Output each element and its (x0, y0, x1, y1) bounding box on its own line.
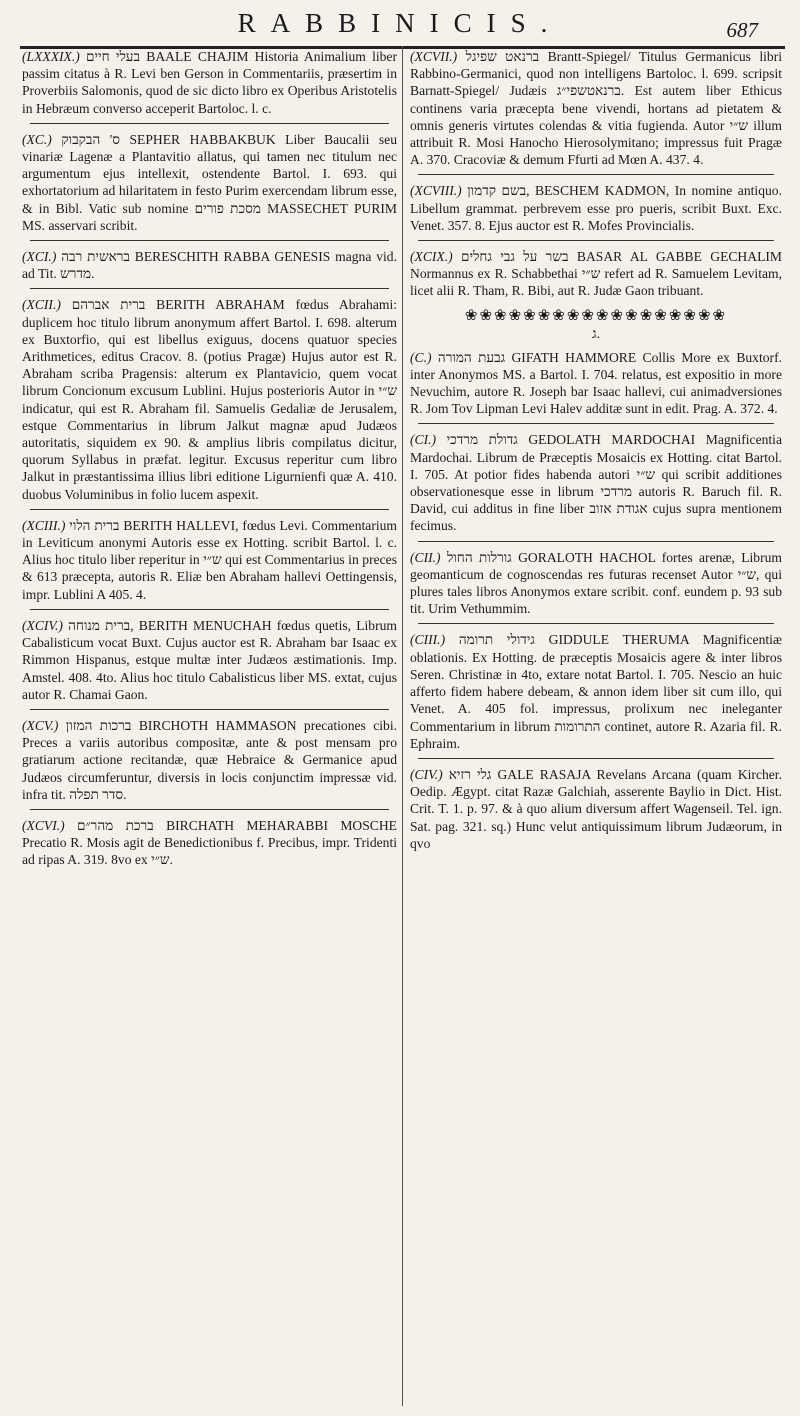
entry-separator (30, 123, 389, 124)
entry-ciii (410, 631, 782, 751)
running-head: RABBINICIS. (237, 8, 563, 38)
right-column (410, 48, 782, 1408)
entry-number: (XC.) (22, 131, 52, 147)
section-letter (410, 327, 782, 343)
entry-number: (CI.) (410, 432, 437, 448)
entry-text: ברכת מהר״ם BIRCHATH MEHARABBI MOSCHE Precatio R. Mosis agit de Benedictionibus f. Precibus, impr. Tridenti ad ripas A. 319. 8vo ex ש״י. (22, 817, 397, 868)
entry-xciv (22, 617, 397, 703)
entry-separator (30, 288, 389, 289)
entry-text: ברנאט שפיגל Brantt-Spiegel/ Titulus Germanicus libri Rabbino-Germanici, quod non intelligens Bartoloc. l. 699. scripsit Barnatt-Spiegel/ Judæis ברנאטשפי״ג. Est autem liber Ethicus continens varia præcepta bene vivendi, hortans ad pietatem & omnis generis virtutes colendas & vitia fugienda. Autor ש״י illum attribuit R. Mosi Hanocho Hierosolymitano; impressus fuit Pragæ A. 370. Cracoviæ & demum Ffurti ad Mœn A. 437. 4. (410, 49, 782, 168)
entry-separator (418, 423, 774, 424)
entry-text: גורלות החול GORALOTH HACHOL fortes arenæ, Librum geomanticum de cognoscendas res futuras recenset Autor ש״י, qui plures tales libros Anonymos extare scribit. conf. eundem p. 93 sub tit. Urim Vethummim. (410, 549, 782, 617)
entry-number: (CII.) (410, 549, 441, 565)
entry-text: בשם קדמון, BESCHEM KADMON, In nomine antiquo. Libellum grammat. perbrevem esse pro pueris, scribit Buxt. Exc. Venet. 357. 8. Ejus auctor est R. Mofes Provincialis. (410, 183, 782, 233)
entry-civ (410, 766, 782, 852)
entry-number: (XCIX.) (410, 249, 453, 265)
entry-xcv (22, 717, 397, 803)
section-letter-text: ג. (591, 326, 601, 342)
entry-xcvi (22, 817, 397, 869)
entry-number: (XCIV.) (22, 617, 63, 633)
entry-text: ברית אברהם BERITH ABRAHAM fœdus Abrahami: duplicem hoc titulo librum anonymum affert Bartol. I. 698. alterum ex Buxtorfio, qui est libellus exiguus, docens quatuor species Arithmetices, editus Cracov. 8. (potius Pragæ) Hujus autor est R. Abraham scriba Pragensis: alterum ex Plantavicio, quem vocat librum Concionum excusum Lublini. Hujus posterioris Autor in ש״י indicatur, qui est R. Abraham fil. Samuelis Gedaliæ de Jerusalem, estque Commentarius in librum Jalkut magnæ apud Judæos autoritatis, siquidem ex 90. & amplius libris compilatus dicitur, quorum Syllabus in præfat. legitur. Excusus reperitur cum libro Jalkut in præstantissima illius libri editione Ligurnienfi quæ A. 410. duobus Voluminibus in folio lucem aspexit. (22, 297, 397, 502)
page-number: 687 (726, 18, 758, 42)
entry-number: (C.) (410, 349, 432, 365)
entry-number: (LXXXIX.) (22, 49, 80, 64)
entry-text: גידולי תרומה GIDDULE THERUMA Magnificentiæ oblationis. Ex Hotting. de præceptis Mosaicis agere & inter libros Seren. Christinæ in 4to, extare notat Bartol. I. 705. Nescio an huic afferto fidem habere debeam, & annon idem liber sit cum illo, qui Venet. A. 405 fol. impressus, prolixum nec ineleganter Commentarium in librum התרומות continet, autore R. Azaria fil. R. Ephraim. (410, 632, 782, 751)
entry-number: (XCII.) (22, 297, 61, 313)
entry-text: ברית הלוי BERITH HALLEVI, fœdus Levi. Commentarium in Leviticum anonymi Autoris esse ex Hotting. scribit Bartol. l. c. Alius hoc titulo liber reperitur in ש״י qui est Commentarius in preces & 613 præcepta, autoris R. Eliæ ben Abraham hallevi Oettingensis, impr. Lublini A 405. 4. (22, 517, 397, 602)
entry-xcix (410, 248, 782, 300)
entry-text: ברית מנוחה, BERITH MENUCHAH fœdus quetis, Librum Cabalisticum vocat Buxt. Cujus auctor est R. Abraham bar Isaac ex Rimmon Hispanus, estque multæ inter Judæos æstimationis. Imp. Amstel. 408. 4to. Alius hoc titulo Cabalisticus liber MS. extat, cujus autor R. Chamai Gaon. (22, 617, 397, 702)
left-column (22, 48, 397, 1408)
page-header (0, 8, 800, 48)
entry-separator (30, 509, 389, 510)
entry-xcii (22, 296, 397, 502)
entry-xciii (22, 517, 397, 603)
entry-text: בעלי חיים BAALE CHAJIM Historia Animalium liber passim citatus à R. Levi ben Gerson in Commentariis, præsertim in Proverbiis Salomonis, quod de sic dicto libro ex Operibus Aristotelis in Hebræum converso acceperit Bartoloc. l. c. (22, 49, 397, 116)
entry-number: (XCVI.) (22, 817, 65, 833)
entry-xc (22, 131, 397, 234)
column-divider (402, 46, 403, 1406)
entry-number: (CIV.) (410, 766, 443, 782)
entry-text: גלי רזיא GALE RASAJA Revelans Arcana (quam Kircher. Oedip. Ægypt. citat Razæ Galchiah, asserente Baylio in Dict. Hist. Crit. T. 1. p. 97. & à quo alium diversum affert Wagenseil. Tel. ign. Sat. pag. 321. sq.) Hunc velut antiquissimum librum Judæorum, in qvo (410, 766, 782, 851)
entry-ci (410, 431, 782, 534)
entry-number: (XCVIII.) (410, 183, 462, 199)
entry-separator (418, 623, 774, 624)
entry-xci (22, 248, 397, 282)
entry-separator (418, 240, 774, 241)
entry-number: (XCI.) (22, 249, 57, 265)
entry-number: (CIII.) (410, 632, 446, 648)
entry-xcviii (410, 182, 782, 234)
entry-separator (418, 541, 774, 542)
entry-c (410, 349, 782, 418)
entry-text: גבעת המורה GIFATH HAMMORE Collis More ex Buxtorf. inter Anonymos MS. a Bartol. I. 704. relatus, est expositio in more Nevuchim, autore R. Joseph bar Isaac hallevi, cui animadversiones R. Jom Tov Lipman Levi Halev additæ sunt in edit. Prag. A. 372. 4. (410, 349, 782, 417)
entry-text: בראשית רבה BERESCHITH RABBA GENESIS magna vid. ad Tit. מדרש. (22, 249, 397, 282)
entry-number: (XCV.) (22, 717, 59, 733)
entry-cii (410, 549, 782, 618)
entry-xcvii (410, 48, 782, 168)
entry-separator (418, 758, 774, 759)
section-ornament: ❀❀❀❀❀❀❀❀❀❀❀❀❀❀❀❀❀❀ (464, 307, 728, 324)
entry-number: (XCIII.) (22, 517, 66, 533)
entry-text: ס' הבקבוק SEPHER HABBAKBUK Liber Baucalii seu vinariæ Lagenæ a Plantavitio allatus, qui tamen nec titulum nec argumentum ejus intellexit, ostendente Bartol. I. 693. qui exhortatorium ad hilaritatem in festo Purim exercendam librum esse, & in Bibl. Vatic sub nomine מסכת פורים MASSECHET PURIM MS. asservari scribit. (22, 131, 397, 233)
entry-separator (418, 174, 774, 175)
entry-text: גדולת מרדכי GEDOLATH MARDOCHAI Magnificentia Mardochai. Librum de Præceptis Mosaicis ex Hotting. citat Bartol. I. 705. At potior fides habenda autori ש״י qui scribit additiones observationesque esse in librum מרדכי autoris R. Baruch fil. R. David, cui additus in fine liber אגודת אזוב cujus supra mentionem fecimus. (410, 432, 782, 534)
entry-number: (XCVII.) (410, 49, 458, 64)
entry-separator (30, 809, 389, 810)
entry-separator (30, 240, 389, 241)
entry-separator (30, 609, 389, 610)
entry-text: ברכות המזון BIRCHOTH HAMMASON precationes cibi. Preces a variis autoribus compositæ, ante & post mensam pro gratiarum actione recitandæ, quæ Hebraice & Germanice apud Judæos circumferuntur, diversis in locis conjunctim impressæ vid. infra tit. סדר תפלה. (22, 717, 397, 802)
entry-lxxxix (22, 48, 397, 117)
entry-text: בשר על גבי גחלים BASAR AL GABBE GECHALIM Normannus ex R. Schabbethai ש״י refert ad R. Samuelem Levitam, licet alii R. Tham, R. Bibi, aut R. Judæ Gaon tribuant. (410, 249, 782, 299)
entry-separator (30, 709, 389, 710)
